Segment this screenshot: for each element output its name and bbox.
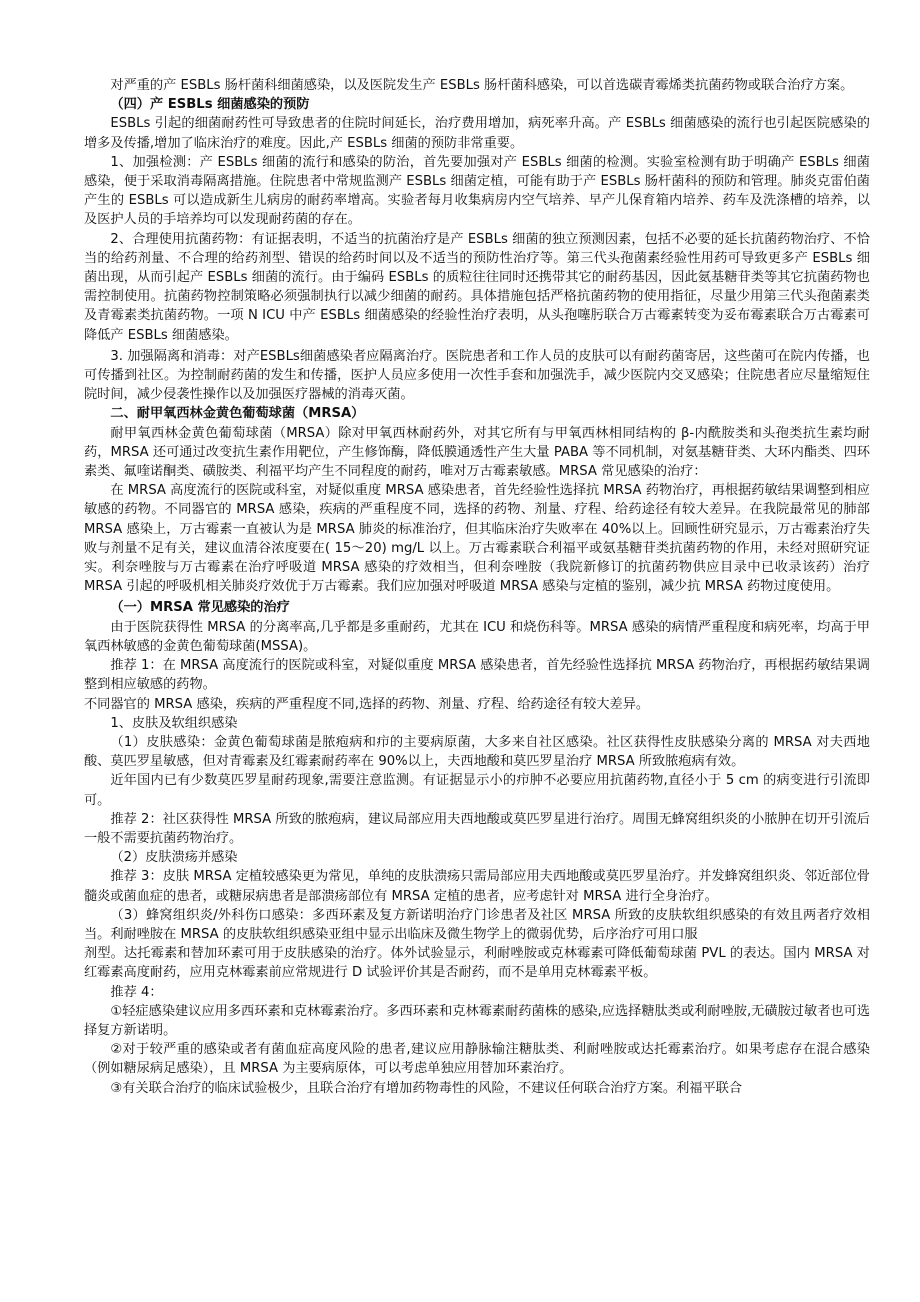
list-item-severe-infection: ②对于较严重的感染或者有菌血症高度风险的患者,建议应用静脉输注糖肽类、利耐唑胺或达托霉素治疗。如果考虑存在混合感染（例如糖尿病足感染），且 MRSA 为主要病原体，可以考虑单独应用替加环素治疗。	[84, 1042, 870, 1077]
paragraph-esbl-treatment: 对严重的产 ESBLs 肠杆菌科细菌感染，以及医院发生产 ESBLs 肠杆菌科感染，可以首选碳青霉烯类抗菌药物或联合治疗方案。	[110, 78, 854, 93]
paragraph-recommendation-1: 推荐 1：在 MRSA 高度流行的医院或科室，对疑似重度 MRSA 感染患者，首先经验性选择抗 MRSA 药物治疗，再根据药敏结果调整到相应敏感的药物。	[84, 658, 870, 693]
list-item-combination-therapy: ③有关联合治疗的临床试验极少，且联合治疗有增加药物毒性的风险，不建议任何联合治疗方案。利福平联合	[110, 1080, 743, 1096]
paragraph-rational-antibiotics: 2、合理使用抗菌药物：有证据表明，不适当的抗菌治疗是产 ESBLs 细菌的独立预测因素，包括不必要的延长抗菌药物治疗、不恰当的给药剂量、不合理的给药剂型、错误的给药时间以及不适当的预防性治疗等。第三代头孢菌素经验性用药可导致更多产 ESBLs 细菌出现，从而引起产 ESBLs 细菌的流行。由于编码 ESBLs 的质粒往往同时还携带其它的耐药基因，因此氨基糖苷类等其它抗菌药物也需控制使用。抗菌药物控制策略必须强制执行以减少细菌的耐药。具体措施包括严格抗菌药物的使用指征，尽量少用第三代头孢菌素类及青霉素类抗菌药物。一项 N ICU 中产 ESBLs 细菌感染的经验性治疗表明，从头孢噻肟联合万古霉素转变为妥布霉素联合万古霉素可降低产 ESBLs 细菌感染。	[84, 231, 870, 343]
paragraph-recommendation-3: 推荐 3：皮肤 MRSA 定植较感染更为常见，单纯的皮肤溃疡只需局部应用夫西地酸或莫匹罗星治疗。并发蜂窝组织炎、邻近部位骨髓炎或菌血症的患者，或糖尿病患者是部溃疡部位有 MRSA 定植的患者，应考虑针对 MRSA 进行全身治疗。	[84, 869, 870, 904]
section-heading-mrsa-common-infections: （一）MRSA 常见感染的治疗	[110, 600, 290, 616]
subheading-skin-soft-tissue: 1、皮肤及软组织感染	[110, 715, 238, 731]
section-heading-esbl-prevention: （四）产 ESBLs 细菌感染的预防	[110, 97, 310, 113]
paragraph-isolation-disinfection: 3. 加强隔离和消毒：对产ESBLs细菌感染者应隔离治疗。医院患者和工作人员的皮肤可以有耐药菌寄居，这些菌可在院内传播，也可传播到社区。为控制耐药菌的发生和传播，医护人员应多使用一次性手套和加强洗手，减少医院内交叉感染；住院患者应尽量缩短住院时间，减少侵袭性操作以及加强医疗器械的消毒灭菌。	[84, 348, 870, 403]
paragraph-mrsa-hospital-treatment: 在 MRSA 高度流行的医院或科室，对疑似重度 MRSA 感染患者，首先经验性选择抗 MRSA 药物治疗，再根据药敏结果调整到相应敏感的药物。不同器官的 MRSA 感染，疾病的严重程度不同，选择的药物、剂量、疗程、给药途径有较大差异。在我院最常见的肺部 MRSA 感染上，万古霉素一直被认为是 MRSA 肺炎的标准治疗，但其临床治疗失败率在 40%以上。回顾性研究显示，万古霉素治疗失败与剂量不足有关，建议血清谷浓度要在( 15～20) mg/L 以上。万古霉素联合利福平或氨基糖苷类抗菌药物的作用，未经对照研究证实。利奈唑胺与万古霉素在治疗呼吸道 MRSA 感染的疗效相当，但利奈唑胺（我院新修订的抗菌药物供应目录中已收录该药）治疗 MRSA 引起的呼吸机相关肺炎疗效优于万古霉素。我们应加强对呼吸道 MRSA 感染与定植的鉴别，减少抗 MRSA 药物过度使用。	[84, 483, 870, 595]
subheading-skin-ulcer: （2）皮肤溃疡并感染	[110, 850, 238, 866]
paragraph-skin-infection: （1）皮肤感染：金黄色葡萄球菌是脓疱病和疖的主要病原菌，大多来自社区感染。社区获得性皮肤感染分离的 MRSA 对夫西地酸、莫匹罗星敏感，但对青霉素及红霉素耐药率在 90%以上，夫西地酸和莫匹罗星治疗 MRSA 所致脓疱病有效。	[84, 734, 870, 770]
paragraph-recommendation-2: 推荐 2：社区获得性 MRSA 所致的脓疱病，建议局部应用夫西地酸或莫匹罗星进行治疗。周围无蜂窝组织炎的小脓肿在切开引流后一般不需要抗菌药物治疗。	[84, 811, 870, 846]
paragraph-mupirocin-resistance: 近年国内已有少数莫匹罗星耐药现象,需要注意监测。有证据显示小的疖肿不必要应用抗菌药物,直径小于 5 cm 的病变进行引流即可。	[84, 773, 870, 808]
paragraph-mrsa-intro: 耐甲氧西林金黄色葡萄球菌（MRSA）除对甲氧西林耐药外，对其它所有与甲氧西林相同结构的 β-内酰胺类和头孢类抗生素均耐药，MRSA 还可通过改变抗生素作用靶位，产生修饰酶，降低膜通透性产生大量 PABA 等不同机制，对氨基糖苷类、大环内酯类、四环素类、氟喹诺酮类、磺胺类、利福平均产生不同程度的耐药，唯对万古霉素敏感。MRSA 常见感染的治疗：	[84, 425, 870, 480]
section-heading-mrsa: 二、耐甲氧西林金黄色葡萄球菌（MRSA）	[110, 406, 365, 422]
paragraph-daptomycin-tigecycline: 剂型。达托霉素和替加环素可用于皮肤感染的治疗。体外试验显示，利耐唑胺或克林霉素可降低葡萄球菌 PVL 的表达。国内 MRSA 对红霉素高度耐药，应用克林霉素前应常规进行 D 试验评价其是否耐药，而不是单用克林霉素平板。	[84, 946, 870, 981]
list-item-mild-infection: ①轻症感染建议应用多西环素和克林霉素治疗。多西环素和克林霉素耐药菌株的感染,应选择糖肽类或利耐唑胺,无磺胺过敏者也可选择复方新诺明。	[84, 1003, 870, 1038]
paragraph-recommendation-4: 推荐 4：	[110, 984, 163, 1000]
paragraph-strengthen-detection: 1、加强检测：产 ESBLs 细菌的流行和感染的防治，首先要加强对产 ESBLs 细菌的检测。实验室检测有助于明确产 ESBLs 细菌感染，便于采取消毒隔离措施。住院患者中常规监测产 ESBLs 细菌定植，可能有助于产 ESBLs 肠杆菌科的预防和管理。肺炎克雷伯菌产生的 ESBLs 可以造成新生儿病房的耐药率增高。实验者每月收集病房内空气培养、早产儿保育箱内培养、药车及洗涤槽的培养，以及医护人员的手培养均可以发现耐药菌的存在。	[84, 154, 870, 228]
paragraph-esbl-intro: ESBLs 引起的细菌耐药性可导致患者的住院时间延长，治疗费用增加，病死率升高。产 ESBLs 细菌感染的流行也引起医院感染的增多及传播,增加了临床治疗的难度。因此,产 ESBLs 细菌的预防非常重要。	[84, 116, 870, 151]
paragraph-mrsa-hospital-acquired: 由于医院获得性 MRSA 的分离率高,几乎都是多重耐药，尤其在 ICU 和烧伤科等。MRSA 感染的病情严重程度和病死率，均高于甲氧西林敏感的金黄色葡萄球菌(MSSA)。	[84, 619, 870, 654]
paragraph-cellulitis-wound: （3）蜂窝组织炎/外科伤口感染：多西环素及复方新诺明治疗门诊患者及社区 MRSA 所致的皮肤软组织感染的有效且两者疗效相当。利耐唑胺在 MRSA 的皮肤软组织感染亚组中显示出临床及微生物学上的微弱优势，后序治疗可用口服	[84, 907, 870, 942]
paragraph-organ-differences: 不同器官的 MRSA 感染，疾病的严重程度不同,选择的药物、剂量、疗程、给药途径有较大差异。	[84, 696, 650, 712]
